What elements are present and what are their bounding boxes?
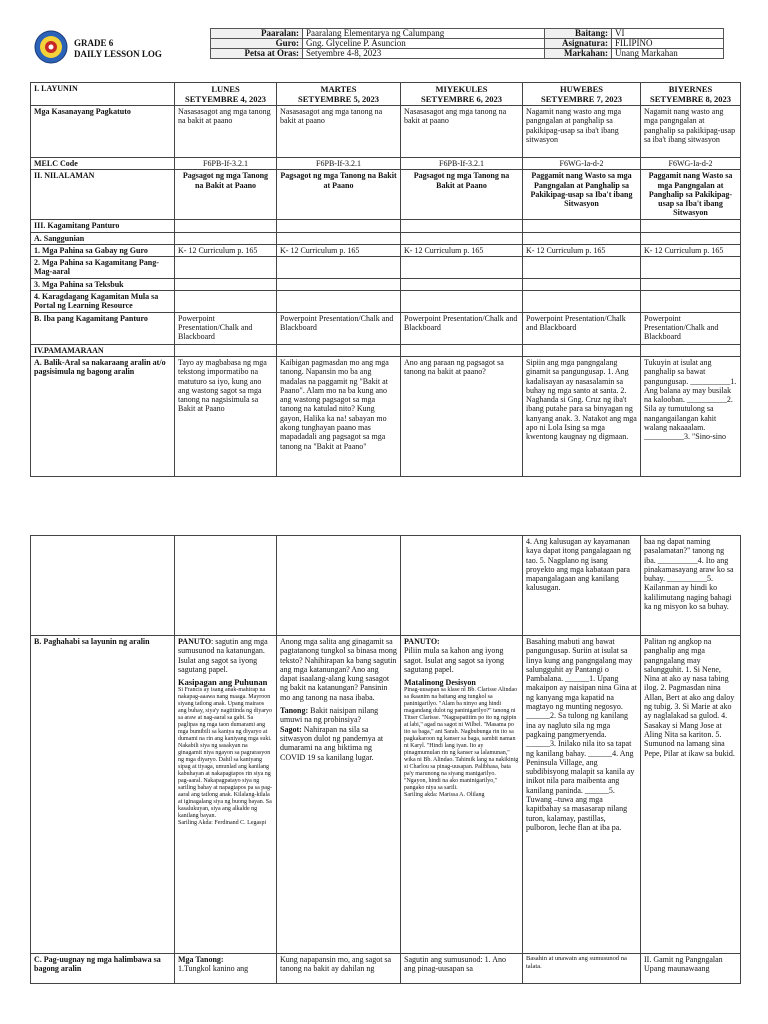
paguugnay-cell-3: Sagutin ang sumusunod: 1. Ano ang pinag-uusapan sa — [401, 954, 523, 984]
day-name: BIYERNES — [668, 84, 713, 94]
day-name: MARTES — [320, 84, 357, 94]
empty-cell — [523, 232, 641, 244]
paguugnay-cell-1 — [175, 954, 277, 984]
empty-cell — [175, 257, 277, 279]
nilalaman-cell: Pagsagot ng mga Tanong na Bakit at Paano — [401, 170, 523, 220]
guro-value: Gng. Glyceline P. Asuncion — [303, 39, 545, 49]
empty-cell — [641, 257, 741, 279]
row-label-kagamitang-pang: 2. Mga Pahina sa Kagamitang Pang- Mag-aaral — [31, 257, 175, 279]
empty-cell — [175, 278, 277, 290]
empty-cell — [175, 220, 277, 232]
balik-aral-cell: Tukuyin at isulat ang panghalip sa bawat pangungusap. __________1. Ang balana ay may busilak na kalooban. __________2. Sila ay tumutulong sa nangangailangan kahit walang nakaaalam. __________3. "Sino-sino — [641, 356, 741, 476]
empty-cell — [523, 344, 641, 356]
day-header-5 — [641, 83, 741, 106]
panuto-text: : sagutin ang mga sumusunod na katanungan. Isulat ang sagot sa iyong sagutang papel. — [178, 637, 268, 674]
melc-cell: F6PB-If-3.2.1 — [175, 158, 277, 170]
paghahabi-text: Anong mga salita ang ginagamit sa pagtatanong tungkol sa binasa mong teksto? Nahihirapan ka bang sagutin ang mga katanungan? Ano ang dapat isaalang-alang kung sasagot ng bakit na katanungan? Pansinin mo ang tanong na nasa ibaba. — [280, 637, 397, 702]
story-source: Sariling akda: Marissa A. Olilang — [404, 792, 485, 799]
paghahabi-cell-5: Palitan ng angkop na panghalip ang mga pangngalang may salungguhit. 1. Si Nene, Nina at ako ay nasa tabing ilog. 2. Pagmasdan nina Allan, Bert at ako ang daloy ng tubig. 3. Si Marie at ako ay naglalakad sa gulod. 4. Sasakay si Mang Jose at Aling Nita sa kariton. 5. Sumunod na lamang sina Pepe, Pilar at ikaw sa bukid. — [641, 636, 741, 954]
row-label-kagamitan: III. Kagamitang Panturo — [31, 220, 175, 232]
row-label-teksbuk: 3. Mga Pahina sa Teksbuk — [31, 278, 175, 290]
grade-title-block — [74, 38, 162, 60]
guro-label: Guro: — [211, 39, 303, 49]
gabay-cell: K- 12 Curriculum p. 165 — [641, 244, 741, 256]
pagkatuto-cell: Nagamit nang wasto ang mga pangngalan at panghalip sa pakikipag-usap sa iba't ibang sitwasyon — [641, 106, 741, 158]
empty-cell — [277, 257, 401, 279]
markahan-value: Unang Markahan — [612, 49, 724, 59]
nilalaman-cell: Paggamit nang Wasto sa mga Pangngalan at Panghalip sa Pakikipag-usap sa Iba't ibang Sitwasyon — [641, 170, 741, 220]
baitang-value: VI — [612, 29, 724, 39]
empty-cell — [277, 344, 401, 356]
melc-cell: F6WG-Ia-d-2 — [641, 158, 741, 170]
paghahabi-cell-3 — [401, 636, 523, 954]
story-title: Kasipagan ang Puhunan — [178, 677, 268, 688]
gabay-cell: K- 12 Curriculum p. 165 — [175, 244, 277, 256]
lesson-table-page-2 — [30, 535, 741, 984]
day-date: SETYEMBRE 4, 2023 — [185, 94, 266, 104]
empty-cell — [175, 536, 277, 636]
empty-cell — [641, 278, 741, 290]
empty-cell — [523, 257, 641, 279]
lesson-log-header — [30, 28, 738, 68]
pagkatuto-cell: Nasasasagot ang mga tanong na bakit at paano — [175, 106, 277, 158]
tanong-text: Bakit naisipan nilang umuwi na ng probinsiya? — [280, 706, 379, 725]
empty-cell — [31, 536, 175, 636]
melc-cell: F6PB-If-3.2.1 — [401, 158, 523, 170]
row-label-melc: MELC Code — [31, 158, 175, 170]
empty-cell — [523, 291, 641, 313]
panuto-text: Piliin mula sa kahon ang iyong sagot. Isulat ang sagot sa iyong sagutang papel. — [404, 646, 504, 674]
row-label-paghahabi: B. Paghahabi sa layunin ng aralin — [31, 636, 175, 954]
empty-cell — [277, 278, 401, 290]
day-date: SETYEMBRE 8, 2023 — [650, 94, 731, 104]
header-info-table — [210, 28, 724, 59]
row-label-portal: 4. Karagdagang Kagamitan Mula sa Portal ng Learning Resource — [31, 291, 175, 313]
panuto-label: PANUTO — [178, 637, 212, 646]
day-date: SETYEMBRE 6, 2023 — [421, 94, 502, 104]
row-label-layunin: I. LAYUNIN — [31, 83, 175, 106]
day-date: SETYEMBRE 5, 2023 — [298, 94, 379, 104]
balik-aral-cell: Ano ang paraan ng pagsagot sa tanong na bakit at paano? — [401, 356, 523, 476]
empty-cell — [277, 536, 401, 636]
sagot-text: Nahirapan na sila sa sitwasyon dulot ng pandemya at dumarami na ang biktima ng COVID 19 sa kanilang lugar. — [280, 724, 384, 762]
markahan-label: Markahan: — [545, 49, 612, 59]
empty-cell — [523, 220, 641, 232]
story-text: Si Francis ay isang anak-mahirap na nakapag-aaawa nang maaga. Mayroon siyang tatlong anak. Upang mairaos ang buhay, siya'y nagtitinda ng diyaryo sa araw at nag-aaral sa gabi. Sa paglipas ng mga taon dumarami ang mga bumibili sa kaniya ng diyaryo at dumami na rin ang kaniyang mga suki. Nakabili siya ng sasakyan na ginagamit niya ngayon sa pagrarasyon ng mga diyaryo. Dahil sa kaniyang sipag at tiyaga, umunlad ang kanilang kabuhayan at nakapagtapos rin siya ng pag-aaral. Nakapagpatayo siya ng sariling bahay at napagtapos pa sa pag-aaral ang tatlong anak. Kilalang-kilala at iginagalang siya ng buong bayan. Sa kasalukuyan, siya ang alkalde ng kanilang bayan. — [178, 687, 273, 820]
iba-cell: Powerpoint Presentation/Chalk and Blackboard — [523, 312, 641, 344]
nilalaman-cell: Paggamit nang Wasto sa mga Pangngalan at Panghalip sa Pakikipag-usap sa Iba't ibang Sitwasyon — [523, 170, 641, 220]
row-label-nilalaman: II. NILALAMAN — [31, 170, 175, 220]
day-date: SETYEMBRE 7, 2023 — [541, 94, 622, 104]
gabay-cell: K- 12 Curriculum p. 165 — [277, 244, 401, 256]
empty-cell — [523, 278, 641, 290]
iba-cell: Powerpoint Presentation/Chalk and Blackboard — [277, 312, 401, 344]
mga-tanong-label: Mga Tanong: — [178, 955, 224, 964]
empty-cell — [641, 344, 741, 356]
asignatura-label: Asignatura: — [545, 39, 612, 49]
empty-cell — [175, 344, 277, 356]
empty-cell — [401, 291, 523, 313]
pagkatuto-cell: Nagamit nang wasto ang mga pangngalan at panghalip sa pakikipag-usap sa iba't ibang sitwasyon — [523, 106, 641, 158]
nilalaman-cell: Pagsagot ng mga Tanong na Bakit at Paano — [175, 170, 277, 220]
empty-cell — [277, 232, 401, 244]
empty-cell — [401, 232, 523, 244]
balik-aral-cell: Kaibigan pagmasdan mo ang mga tanong. Napansin mo ba ang madalas na paggamit ng "Bakit at Paano". Alam mo na ba kung ano ang wastong pagsagot sa mga tanong na katulad nito? Kung gayon, Halika ka na! sabayan mo akong tunghayan paano mas mapadadali ang pagsagot sa mga tanong na "Bakit at Paano" — [277, 356, 401, 476]
iba-cell: Powerpoint Presentation/Chalk and Blackboard — [401, 312, 523, 344]
day-name: LUNES — [211, 84, 240, 94]
petsa-label: Petsa at Oras: — [211, 49, 303, 59]
balik-aral-cont-5: baa ng dapat naming pasalamatan?" tanong ng iba. __________4. Ito ang pinakamasayang araw ko sa buhay. __________5. Kailanman ay hindi ko kalilimutang naging bahagi ka ng misyon ko sa buhay. — [641, 536, 741, 636]
empty-cell — [401, 220, 523, 232]
story-text: Pinag-uusapan sa klase ni Bb. Clarisse Alindao sa ikaanim na baitang ang tungkol sa paninigarilyo. "Alam ba ninyo ang hindi magandang dulot ng paninigarilyo?" tanong ni Titser Clarisse. "Nagpapatitim po ito ng ngipin at labi," agad na sagot ni Wilbel. "Masama po ito sa baga," ani Sarah. Nagbubunga rin ito sa pagkakaroon ng kanser sa baga, sambit naman ni Karyl. "Hindi lang iyan. Ito ay pinagmumulan rin ng kanser sa lalamunan," wika ni Bb. Alindao. Tahimik lang na nakikinig si Charlou sa pinag-uusapan. Palibhasa, bata pa'y marunong na siyang manigarilyo. "Ngayon, hindi na ako maninigarilyo," pangako niya sa sarili. — [404, 687, 519, 792]
gabay-cell: K- 12 Curriculum p. 165 — [523, 244, 641, 256]
empty-cell — [641, 220, 741, 232]
empty-cell — [401, 278, 523, 290]
grade-label: GRADE 6 — [74, 38, 114, 48]
iba-cell: Powerpoint Presentation/Chalk and Blackboard — [175, 312, 277, 344]
balik-aral-cell: Tayo ay magbabasa ng mga tekstong impormatibo na matuturo sa iyo, kung ano ang wastong sagot sa mga tanong na nagsisimula sa Bakit at Paano — [175, 356, 277, 476]
day-name: HUWEBES — [560, 84, 603, 94]
row-label-balik-aral: A. Balik-Aral sa nakaraang aralin at/o pagsisimula ng bagong aralin — [31, 356, 175, 476]
row-label-pamamaraan: IV.PAMAMARAAN — [31, 344, 175, 356]
empty-cell — [641, 232, 741, 244]
row-label-paguugnay: C. Pag-uugnay ng mga halimbawa sa bagong aralin — [31, 954, 175, 984]
pagkatuto-cell: Nasasasagot ang mga tanong na bakit at paano — [277, 106, 401, 158]
empty-cell — [277, 291, 401, 313]
gabay-cell: K- 12 Curriculum p. 165 — [401, 244, 523, 256]
paguugnay-cell-5: II. Gamit ng Pangngalan Upang maunawaang — [641, 954, 741, 984]
empty-cell — [175, 232, 277, 244]
tanong-label: Tanong: — [280, 706, 309, 716]
row-label-gabay: 1. Mga Pahina sa Gabay ng Guro — [31, 244, 175, 256]
paaralan-label: Paaralan: — [211, 29, 303, 39]
paguugnay-cell-2: Kung napapansin mo, ang sagot sa tanong na bakit ay dahilan ng — [277, 954, 401, 984]
melc-cell: F6PB-If-3.2.1 — [277, 158, 401, 170]
melc-cell: F6WG-Ia-d-2 — [523, 158, 641, 170]
row-label-sanggunian: A. Sanggunian — [31, 232, 175, 244]
story-title: Matalinong Desisyon — [404, 678, 476, 688]
day-header-2 — [277, 83, 401, 106]
day-header-1 — [175, 83, 277, 106]
day-header-4 — [523, 83, 641, 106]
nilalaman-cell: Pagsagot ng mga Tanong na Bakit at Paano — [277, 170, 401, 220]
empty-cell — [641, 291, 741, 313]
petsa-value: Setyembre 4-8, 2023 — [303, 49, 545, 59]
pagkatuto-cell: Nasasasagot ang mga tanong na bakit at paano — [401, 106, 523, 158]
lesson-table-page-1 — [30, 82, 741, 477]
paghahabi-cell-2 — [277, 636, 401, 954]
baitang-label: Baitang: — [545, 29, 612, 39]
sagot-label: Sagot: — [280, 724, 302, 734]
deped-seal-icon — [34, 30, 68, 64]
panuto-label: PANUTO: — [404, 637, 440, 646]
log-title: DAILY LESSON LOG — [74, 49, 162, 59]
asignatura-value: FILIPINO — [612, 39, 724, 49]
empty-cell — [401, 344, 523, 356]
empty-cell — [401, 257, 523, 279]
paguugnay-cell-4: Basahin at unawain ang sumusunod na talata. — [523, 954, 641, 984]
day-header-3 — [401, 83, 523, 106]
paghahabi-cell-4: Basahing mabuti ang bawat pangungusap. Suriin at isulat sa linya kung ang pangngalang may salungguhit ay Pantangi o Pambalana. ______1. Upang makaipon ay naisipan nina Gina at ng kanyang mga kapatid na magtayo ng munting negosyo. ______2. Sa tulong ng kanilang ina ay nagluto sila ng mga pagkaing pangmeryenda. ______3. Inilako nila ito sa tapat ng kanilang bahay. ______4. Ang Peninsula Village, ang subdibisyong malapit sa kanila ay inikot nila para maibenta ang kanilang paninda. ______5. Tuwang –tuwa ang mga kapitbahay sa masasarap nilang turon, kalamay, pastillas, pulboron, leche flan at iba pa. — [523, 636, 641, 954]
paaralan-value: Paaralang Elementarya ng Calumpang — [303, 29, 545, 39]
balik-aral-cell: Sipiin ang mga pangngalang ginamit sa pangungusap. 1. Ang kadalisayan ay nasasalamin sa buhay ng mga santo at santa. 2. Naghanda si Gng. Cruz ng iba't ibang putahe para sa binyagan ng kanyang anak. 3. Natakot ang mga apo ni Lola Ising sa mga kwentong kaugnay ng digmaan. — [523, 356, 641, 476]
iba-cell: Powerpoint Presentation/Chalk and Blackboard — [641, 312, 741, 344]
paguugnay-text: 1.Tungkol kanino ang — [178, 964, 249, 974]
paghahabi-cell-1 — [175, 636, 277, 954]
day-name: MIYEKULES — [435, 84, 488, 94]
empty-cell — [277, 220, 401, 232]
empty-cell — [175, 291, 277, 313]
row-label-pagkatuto: Mga Kasanayang Pagkatuto — [31, 106, 175, 158]
balik-aral-cont-4: 4. Ang kalusugan ay kayamanan kaya dapat itong pangalagaan ng tao. 5. Nagplano ng isang proyekto ang mga kabataan para mapangalagaan ang kanilang kalusugan. — [523, 536, 641, 636]
story-source: Sariling Akda: Ferdinand C. Legaspi — [178, 820, 267, 827]
empty-cell — [401, 536, 523, 636]
row-label-iba: B. Iba pang Kagamitang Panturo — [31, 312, 175, 344]
